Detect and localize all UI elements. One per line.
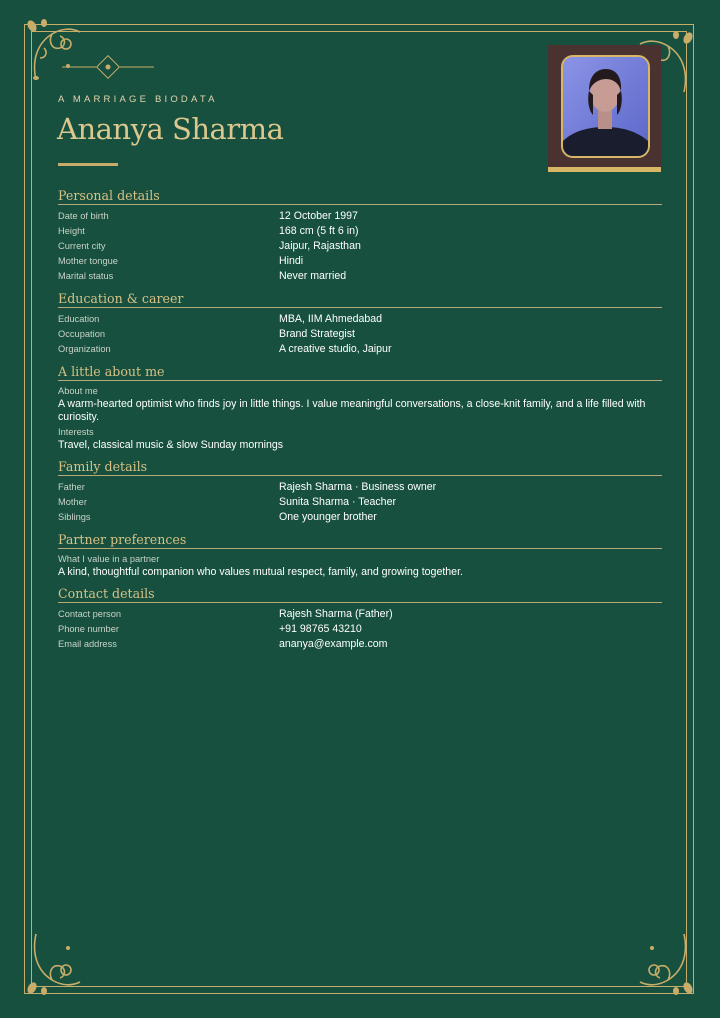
- corner-flourish-icon: [634, 932, 698, 996]
- partner-preferences-section: [58, 532, 662, 579]
- detail-label: Occupation: [58, 329, 106, 339]
- detail-value: Rajesh Sharma · Business owner: [279, 481, 437, 493]
- detail-row: [58, 239, 662, 254]
- detail-value: Sunita Sharma · Teacher: [279, 496, 396, 508]
- biodata-eyebrow: A MARRIAGE BIODATA: [58, 94, 218, 105]
- detail-row: [58, 480, 662, 495]
- section-title: Partner preferences: [58, 532, 662, 549]
- contact-details-section: [58, 586, 662, 652]
- section-title: Contact details: [58, 586, 662, 603]
- detail-value: Brand Strategist: [279, 328, 355, 340]
- detail-row: [58, 637, 662, 652]
- candidate-name: Ananya Sharma: [57, 112, 284, 146]
- diamond-ornament-icon: [60, 54, 156, 80]
- detail-value: MBA, IIM Ahmedabad: [279, 313, 383, 325]
- detail-label: Email address: [58, 639, 117, 649]
- profile-photo-frame: [548, 45, 661, 172]
- detail-value: Jaipur, Rajasthan: [279, 240, 361, 252]
- profile-photo: [561, 55, 650, 158]
- section-title: Family details: [58, 459, 662, 476]
- email-link[interactable]: ananya@example.com: [279, 638, 388, 650]
- family-details-section: [58, 459, 662, 525]
- detail-row: [58, 327, 662, 342]
- detail-label: Mother: [58, 497, 87, 507]
- detail-label: Siblings: [58, 512, 91, 522]
- detail-row: [58, 622, 662, 637]
- section-title: A little about me: [58, 364, 662, 381]
- name-underline: [58, 163, 118, 166]
- detail-row: [58, 495, 662, 510]
- partner-value: A kind, thoughtful companion who values mutual respect, family, and growing together.: [58, 566, 463, 578]
- detail-label: Contact person: [58, 609, 122, 619]
- partner-label: What I value in a partner: [58, 554, 160, 564]
- detail-label: Education: [58, 314, 100, 324]
- detail-label: Mother tongue: [58, 256, 118, 266]
- detail-label: Marital status: [58, 271, 114, 281]
- detail-row: [58, 254, 662, 269]
- education-career-section: [58, 291, 662, 357]
- detail-row: [58, 224, 662, 239]
- detail-label: Organization: [58, 344, 111, 354]
- detail-label: Date of birth: [58, 211, 109, 221]
- interests-value: Travel, classical music & slow Sunday mornings: [58, 439, 284, 451]
- about-me-section: [58, 364, 662, 452]
- detail-value: 12 October 1997: [279, 210, 358, 222]
- about-value: A warm-hearted optimist who finds joy in little things. I value meaningful conversations, a close-knit family, and a life filled with curiosity.: [58, 398, 646, 423]
- about-label: About me: [58, 386, 98, 396]
- corner-flourish-icon: [22, 932, 86, 996]
- detail-label: Father: [58, 482, 85, 492]
- portrait-photo-icon: [563, 57, 648, 156]
- detail-value: Hindi: [279, 255, 304, 267]
- detail-value: Never married: [279, 270, 347, 282]
- detail-row: [58, 209, 662, 224]
- personal-details-section: [58, 188, 662, 284]
- interests-label: Interests: [58, 427, 94, 437]
- detail-value: +91 98765 43210: [279, 623, 362, 635]
- photo-gold-bar: [548, 167, 661, 172]
- detail-label: Phone number: [58, 624, 119, 634]
- detail-value: One younger brother: [279, 511, 377, 523]
- section-title: Personal details: [58, 188, 662, 205]
- detail-row: [58, 269, 662, 284]
- detail-value: A creative studio, Jaipur: [279, 343, 392, 355]
- detail-label: Current city: [58, 241, 106, 251]
- detail-row: [58, 342, 662, 357]
- detail-row: [58, 510, 662, 525]
- biodata-content: [58, 188, 662, 659]
- section-title: Education & career: [58, 291, 662, 308]
- detail-row: [58, 607, 662, 622]
- detail-value: Rajesh Sharma (Father): [279, 608, 393, 620]
- detail-value: 168 cm (5 ft 6 in): [279, 225, 359, 237]
- detail-label: Height: [58, 226, 85, 236]
- detail-row: [58, 312, 662, 327]
